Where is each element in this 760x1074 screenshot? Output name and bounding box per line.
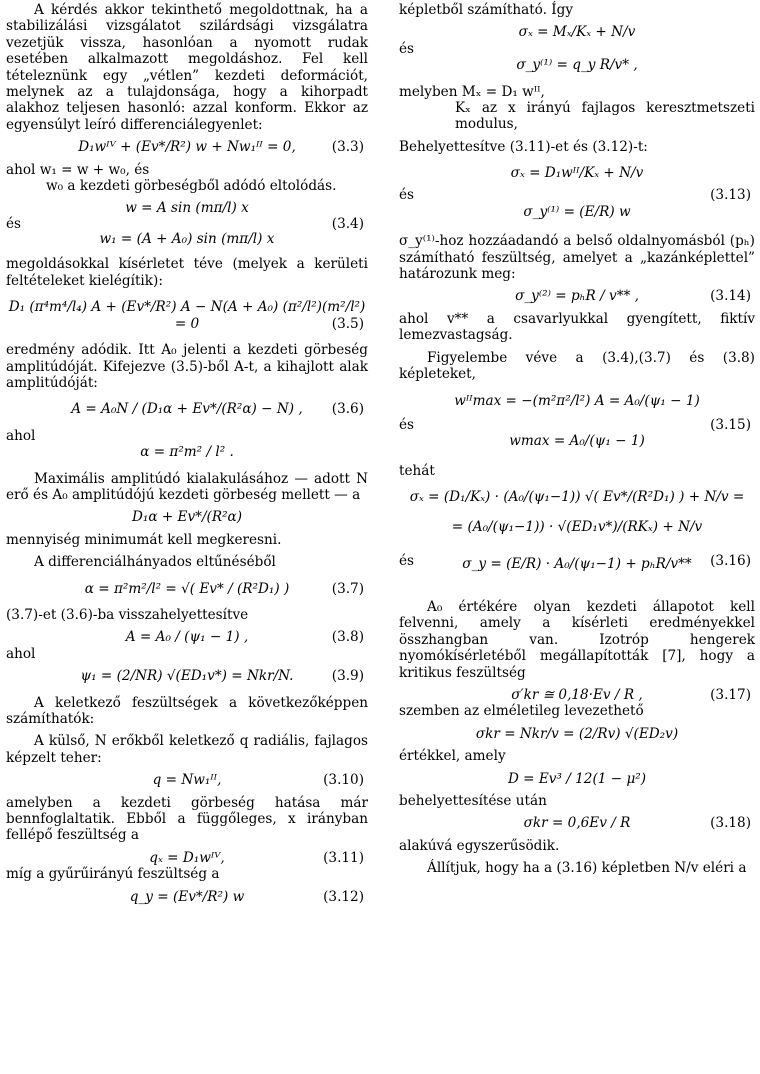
left-column bbox=[6, 0, 368, 905]
paragraph: melyben Mₓ = D₁ wᴵᴵ, bbox=[399, 83, 545, 100]
right-column bbox=[399, 0, 755, 877]
paragraph: behelyettesítése után bbox=[399, 792, 547, 809]
equation-label: és bbox=[399, 416, 415, 433]
equation-number: (3.3) bbox=[331, 139, 364, 156]
formula: A = A₀ / (ψ₁ − 1) , bbox=[125, 629, 249, 646]
equation-3-9 bbox=[6, 668, 368, 684]
equation-3-6 bbox=[6, 401, 368, 417]
equation-sigma-y1 bbox=[399, 57, 755, 73]
equation-number: (3.14) bbox=[710, 288, 751, 305]
formula: q = Nw₁ᴵᴵ, bbox=[152, 772, 222, 789]
formula: D₁α + Ev*/(R²α) bbox=[131, 509, 242, 526]
equation-number: (3.17) bbox=[710, 686, 751, 703]
paragraph: Kₓ az x irányú fajlagos keresztmetszeti modulus, bbox=[455, 100, 755, 133]
paragraph: ahol bbox=[6, 427, 36, 444]
paragraph: képletből számítható. Így bbox=[399, 2, 573, 18]
equation-3-11 bbox=[6, 850, 368, 866]
equation-number: (3.13) bbox=[710, 187, 751, 204]
paragraph: eredmény adódik. Itt A₀ jelenti a kezdeti görbeség amplitúdóját. Kifejezve (3.5)-ből A-t, a kihajlott alak amplitúdóját: bbox=[6, 342, 368, 391]
formula: σkr = Nkr/v = (2/Rv) √(ED₂v) bbox=[475, 725, 679, 742]
equation-3-3 bbox=[6, 139, 368, 155]
formula: σkr = 0,6Ev / R bbox=[523, 815, 631, 832]
formula: A = A₀N / (D₁α + Ev*/(R²α) − N) , bbox=[71, 401, 303, 418]
equation-number: (3.4) bbox=[331, 216, 364, 233]
equation-label: és bbox=[399, 187, 415, 204]
formula: qₓ = D₁wᴵⱽ, bbox=[149, 849, 225, 866]
paragraph: Figyelembe véve a (3.4),(3.7) és (3.8) képleteket, bbox=[399, 349, 755, 383]
equation-number: (3.5) bbox=[331, 315, 364, 332]
equation-number: (3.9) bbox=[331, 668, 364, 685]
paragraph: amelyben a kezdeti görbeség hatása már bennfoglaltatik. Ebből a függőleges, x irányban fellépő feszültség a bbox=[6, 794, 368, 844]
paragraph: alakúvá egyszerűsödik. bbox=[399, 837, 560, 854]
equation-number: (3.15) bbox=[710, 416, 751, 433]
equation-number: (3.16) bbox=[710, 552, 751, 569]
formula: σ_y⁽¹⁾ = q_y R/v* , bbox=[516, 57, 638, 74]
paragraph: megoldásokkal kísérletet téve (melyek a kerületi feltételeket kielégítik): bbox=[6, 256, 368, 289]
formula: α = π²m² / l² . bbox=[140, 444, 234, 461]
paragraph: A külső, N erőkből keletkező q radiális, fajlagos képzelt teher: bbox=[6, 733, 368, 766]
paragraph: ahol v** a csavarlyukkal gyengített, fiktív lemezvastagság. bbox=[399, 310, 755, 344]
formula: = (A₀/(ψ₁−1)) · √(ED₁v*)/(RKₓ) + N/v bbox=[451, 519, 703, 536]
equation-number: (3.18) bbox=[710, 815, 751, 832]
equation-sigma-kr bbox=[399, 726, 755, 742]
equation-3-15 bbox=[399, 393, 755, 453]
paragraph: (3.7)-et (3.6)-ba visszahelyettesítve bbox=[6, 606, 249, 623]
equation-3-17 bbox=[399, 687, 755, 703]
equation-3-12 bbox=[6, 889, 368, 905]
equation-3-18 bbox=[399, 815, 755, 831]
paragraph: míg a gyűrűirányú feszültség a bbox=[6, 866, 220, 883]
paragraph: Behelyettesítve (3.11)-et és (3.12)-t: bbox=[399, 138, 648, 155]
equation-3-10 bbox=[6, 772, 368, 788]
formula: wᴵᴵmax = −(m²π²/l²) A = A₀/(ψ₁ − 1) bbox=[454, 392, 700, 409]
paragraph: szemben az elméletileg levezethető bbox=[399, 703, 644, 720]
equation-3-8 bbox=[6, 629, 368, 645]
equation-number: (3.12) bbox=[323, 888, 364, 905]
paragraph: A₀ értékére olyan kezdeti állapotot kell felvenni, amely a kísérleti eredményekkel összhangban van. Izotróp hengerek nyomókísérletéből megállapították [7], hogy a kritikus feszültség bbox=[399, 598, 755, 681]
formula: σ_y = (E/R) · A₀/(ψ₁−1) + pₕR/v** bbox=[462, 555, 692, 572]
formula: q_y = (Ev*/R²) w bbox=[129, 888, 245, 905]
paragraph: w₀ a kezdeti görbeségből adódó eltolódás. bbox=[46, 178, 337, 195]
equation-number: (3.8) bbox=[331, 629, 364, 646]
equation-3-4 bbox=[6, 200, 368, 250]
formula: σₓ = Mₓ/Kₓ + N/v bbox=[518, 24, 636, 41]
paragraph: és bbox=[399, 40, 415, 57]
equation-number: (3.10) bbox=[323, 772, 364, 789]
formula: w₁ = (A + A₀) sin (mπ/l) x bbox=[99, 230, 275, 247]
paragraph: Maximális amplitúdó kialakulásához — adott N erő és A₀ amplitúdójú kezdeti görbeség mellett — a bbox=[6, 470, 368, 503]
paragraph: σ_y⁽¹⁾-hoz hozzáadandó a belső oldalnyomásból (pₕ) számítható feszültség, amelyet a „kazánképlettel” határozunk meg: bbox=[399, 233, 755, 283]
equation-sigma-x bbox=[399, 24, 755, 40]
formula: σₓ = D₁wᴵᴵ/Kₓ + N/v bbox=[510, 165, 644, 182]
formula: D₁wᴵⱽ + (Ev*/R²) w + Nw₁ᴵᴵ = 0, bbox=[78, 139, 296, 156]
equation-3-13 bbox=[399, 165, 755, 223]
formula: σ′kr ≅ 0,18·Ev / R , bbox=[511, 686, 643, 703]
formula: σ_y⁽²⁾ = pₕR / v** , bbox=[515, 288, 639, 305]
paragraph: mennyiség minimumát kell megkeresni. bbox=[6, 531, 282, 548]
formula: σₓ = (D₁/Kₓ) · (A₀/(ψ₁−1)) √( Ev*/(R²D₁) ) + N/v = bbox=[409, 488, 745, 505]
equation-number: (3.11) bbox=[323, 849, 364, 866]
formula: wmax = A₀/(ψ₁ − 1) bbox=[509, 432, 645, 449]
equation-number: (3.6) bbox=[331, 401, 364, 418]
paragraph: tehát bbox=[399, 462, 435, 479]
paragraph: A keletkező feszültségek a következőképpen számíthatók: bbox=[6, 694, 368, 727]
formula: ψ₁ = (2/NR) √(ED₁v*) = Nkr/N. bbox=[80, 668, 294, 685]
equation-number: (3.7) bbox=[331, 580, 364, 597]
equation-D bbox=[399, 771, 755, 787]
formula: D₁ (π⁴m⁴/l₄) A + (Ev*/R²) A − N(A + A₀) (π²/l²)(m²/l²) = 0 bbox=[8, 299, 366, 332]
equation-3-7 bbox=[6, 581, 368, 597]
equation-alpha bbox=[6, 444, 368, 460]
paragraph: A differenciálhányados eltűnéséből bbox=[34, 554, 276, 571]
equation-minimum bbox=[6, 509, 368, 525]
formula: w = A sin (mπ/l) x bbox=[125, 200, 249, 217]
equation-3-14 bbox=[399, 288, 755, 304]
paragraph: Állítjuk, hogy ha a (3.16) képletben N/v eléri a bbox=[427, 860, 747, 877]
equation-label: és bbox=[6, 216, 22, 233]
equation-3-16 bbox=[399, 489, 755, 589]
paragraph: értékkel, amely bbox=[399, 748, 506, 765]
formula: α = π²m²/l² = √( Ev* / (R²D₁) ) bbox=[84, 580, 290, 597]
formula: D = Ev³ / 12(1 − μ²) bbox=[507, 770, 647, 787]
equation-3-5 bbox=[6, 299, 368, 332]
paragraph: ahol w₁ = w + w₀, és bbox=[6, 161, 150, 178]
equation-label: és bbox=[399, 552, 415, 569]
paragraph: A kérdés akkor tekinthető megoldottnak, ha a stabilizálási vizsgálatot szilárdsági vizsgálatra vezetjük vissza, hasonlóan a nyomott rudak esetében alkalmazott megoldáshoz. Fel kell tételeznünk egy „vétlen” kezdeti deformációt, melynek az a tulajdonsága, hogy a kihorpadt alakhoz teljesen hasonló: azzal konform. Ekkor az egyensúlyt leíró differenciálegyenlet: bbox=[6, 2, 368, 133]
paragraph: ahol bbox=[6, 645, 36, 662]
formula: σ_y⁽¹⁾ = (E/R) w bbox=[523, 203, 631, 220]
